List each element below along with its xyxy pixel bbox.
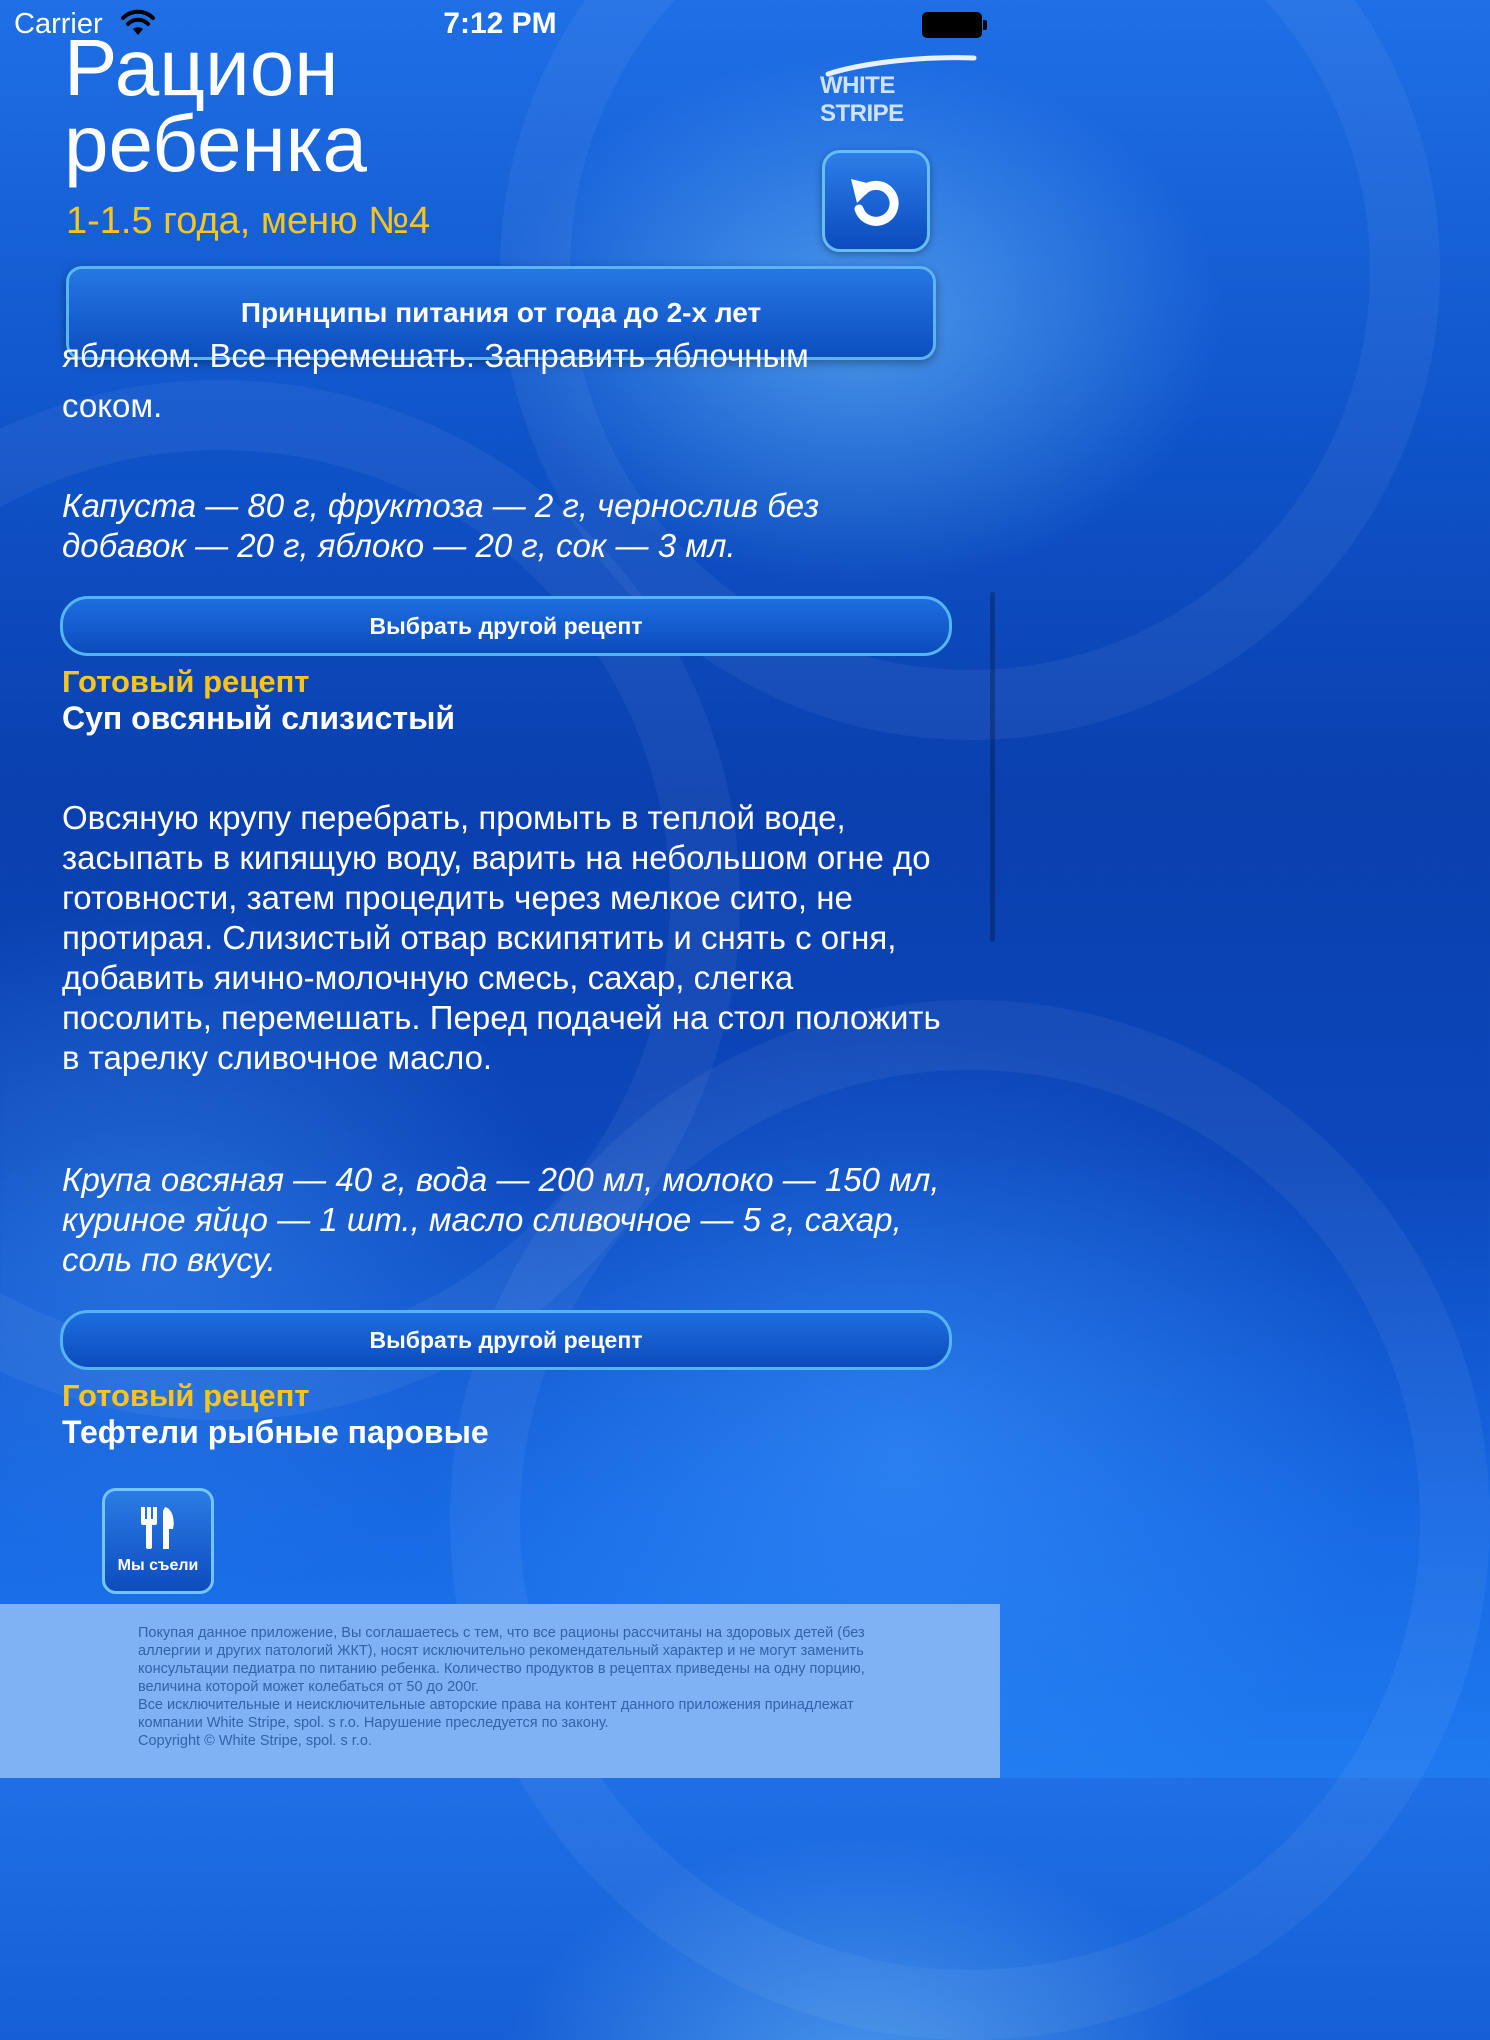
battery-icon <box>922 12 982 38</box>
recipe-scroll-area[interactable] <box>0 337 1000 1603</box>
recipe-text-end: соком. <box>62 387 163 424</box>
white-stripe-logo <box>820 52 980 127</box>
ready-recipe-label: Готовый рецепт <box>62 1378 310 1413</box>
back-button[interactable] <box>822 150 930 252</box>
recipe-text-clipped: яблоком. Все перемешать. Заправить яблочным <box>62 337 809 374</box>
copyright-text: Copyright © White Stripe, spol. s r.o. <box>138 1733 372 1749</box>
status-time: 7:12 PM <box>443 7 557 40</box>
carrier-label: Carrier <box>14 8 103 40</box>
recipe-instructions: Овсяную крупу перебрать, промыть в теплой воде, засыпать в кипящую воду, варить на небольшом огне до готовности, затем процедить через мелкое сито, не протирая. Слизистый отвар вскипятить и снять с огня, добавить яично-молочную смесь, сахар, слегка посолить, перемешать. Перед подачей на стол положить в тарелку сливочное масло. <box>62 799 941 1076</box>
disclaimer-paragraph: Покупая данное приложение, Вы соглашаетесь с тем, что все рационы рассчитаны на здоровых детей (без аллергии и других патологий ЖКТ), носят исключительно рекомендательный характер и не могут заменить консультации педиатра по питанию ребенка. Количество продуктов в рецептах приведены на одну порцию, величина которой может колебаться от 50 до 200г. <box>138 1625 865 1695</box>
page-title: Рацион ребенка <box>64 23 367 188</box>
ready-recipe-label: Готовый рецепт <box>62 664 310 699</box>
we-ate-button[interactable] <box>102 1488 214 1594</box>
dish-name: Тефтели рыбные паровые <box>62 1414 489 1450</box>
recipe-ingredients: Крупа овсяная — 40 г, вода — 200 мл, молоко — 150 мл, куриное яйцо — 1 шт., масло сливочное — 5 г, сахар, соль по вкусу. <box>62 1161 940 1278</box>
fork-knife-icon <box>139 1505 177 1551</box>
page-subtitle: 1-1.5 года, меню №4 <box>66 200 431 242</box>
recipe-ingredients: Капуста — 80 г, фруктоза — 2 г, чернослив без добавок — 20 г, яблоко — 20 г, сок — 3 мл. <box>62 487 820 564</box>
logo-text: WHITE STRIPE <box>820 72 904 127</box>
dish-name: Суп овсяный слизистый <box>62 700 456 736</box>
nutrition-principles-button[interactable]: Принципы питания от года до 2-х лет <box>66 266 936 360</box>
pick-other-recipe-button[interactable]: Выбрать другой рецепт <box>60 1310 952 1370</box>
disclaimer-text <box>138 1624 878 1750</box>
scrollbar[interactable] <box>990 592 995 942</box>
footer <box>0 1604 1000 1778</box>
pick-other-recipe-button[interactable]: Выбрать другой рецепт <box>60 596 952 656</box>
we-ate-label: Мы съели <box>117 1557 199 1574</box>
rights-paragraph: Все исключительные и неисключительные авторские права на контент данного приложения принадлежат компании White Stripe, spol. s r.o. Нарушение преследуется по закону. <box>138 1697 854 1731</box>
undo-arrow-icon <box>849 173 903 229</box>
